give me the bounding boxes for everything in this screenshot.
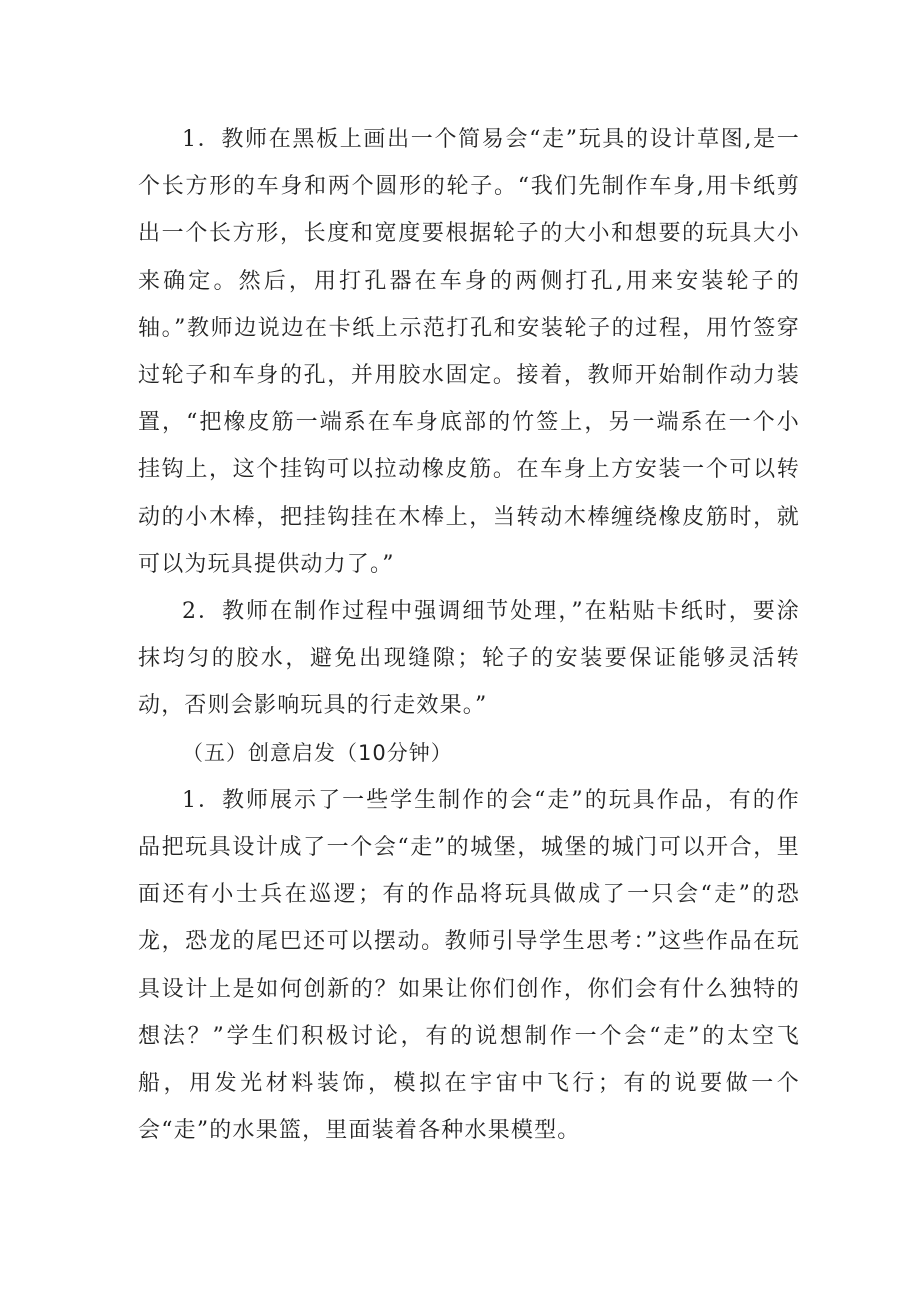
document-body bbox=[138, 116, 800, 1154]
paragraph-step-1-sketch: 1．教师在黑板上画出一个简易会“走”玩具的设计草图,是一个长方形的车身和两个圆形的轮子。“我们先制作车身,用卡纸剪出一个长方形，长度和宽度要根据轮子的大小和想要的玩具大小来确定。然后，用打孔器在车身的两侧打孔,用来安装轮子的轴。”教师边说边在卡纸上示范打孔和安装轮子的过程，用竹签穿过轮子和车身的孔，并用胶水固定。接着，教师开始制作动力装置，“把橡皮筋一端系在车身底部的竹签上，另一端系在一个小挂钩上，这个挂钩可以拉动橡皮筋。在车身上方安装一个可以转动的小木棒，把挂钩挂在木棒上，当转动木棒缠绕橡皮筋时，就可以为玩具提供动力了。” bbox=[138, 127, 800, 577]
paragraph-step-2-details: 2．教师在制作过程中强调细节处理，”在粘贴卡纸时，要涂抹均匀的胶水，避免出现缝隙；轮子的安装要保证能够灵活转动，否则会影响玩具的行走效果。” bbox=[138, 599, 800, 719]
section-heading-creative-inspiration: （五）创意启发（10分钟） bbox=[182, 740, 453, 765]
paragraph-creative-step-1: 1．教师展示了一些学生制作的会“走”的玩具作品，有的作品把玩具设计成了一个会“走”的城堡，城堡的城门可以开合，里面还有小士兵在巡逻；有的作品将玩具做成了一只会“走”的恐龙，恐龙的尾巴还可以摆动。教师引导学生思考：”这些作品在玩具设计上是如何创新的？如果让你们创作，你们会有什么独特的想法？”学生们积极讨论，有的说想制作一个会“走”的太空飞船，用发光材料装饰，模拟在宇宙中飞行；有的说要做一个会“走”的水果篮，里面装着各种水果模型。 bbox=[138, 787, 800, 1144]
